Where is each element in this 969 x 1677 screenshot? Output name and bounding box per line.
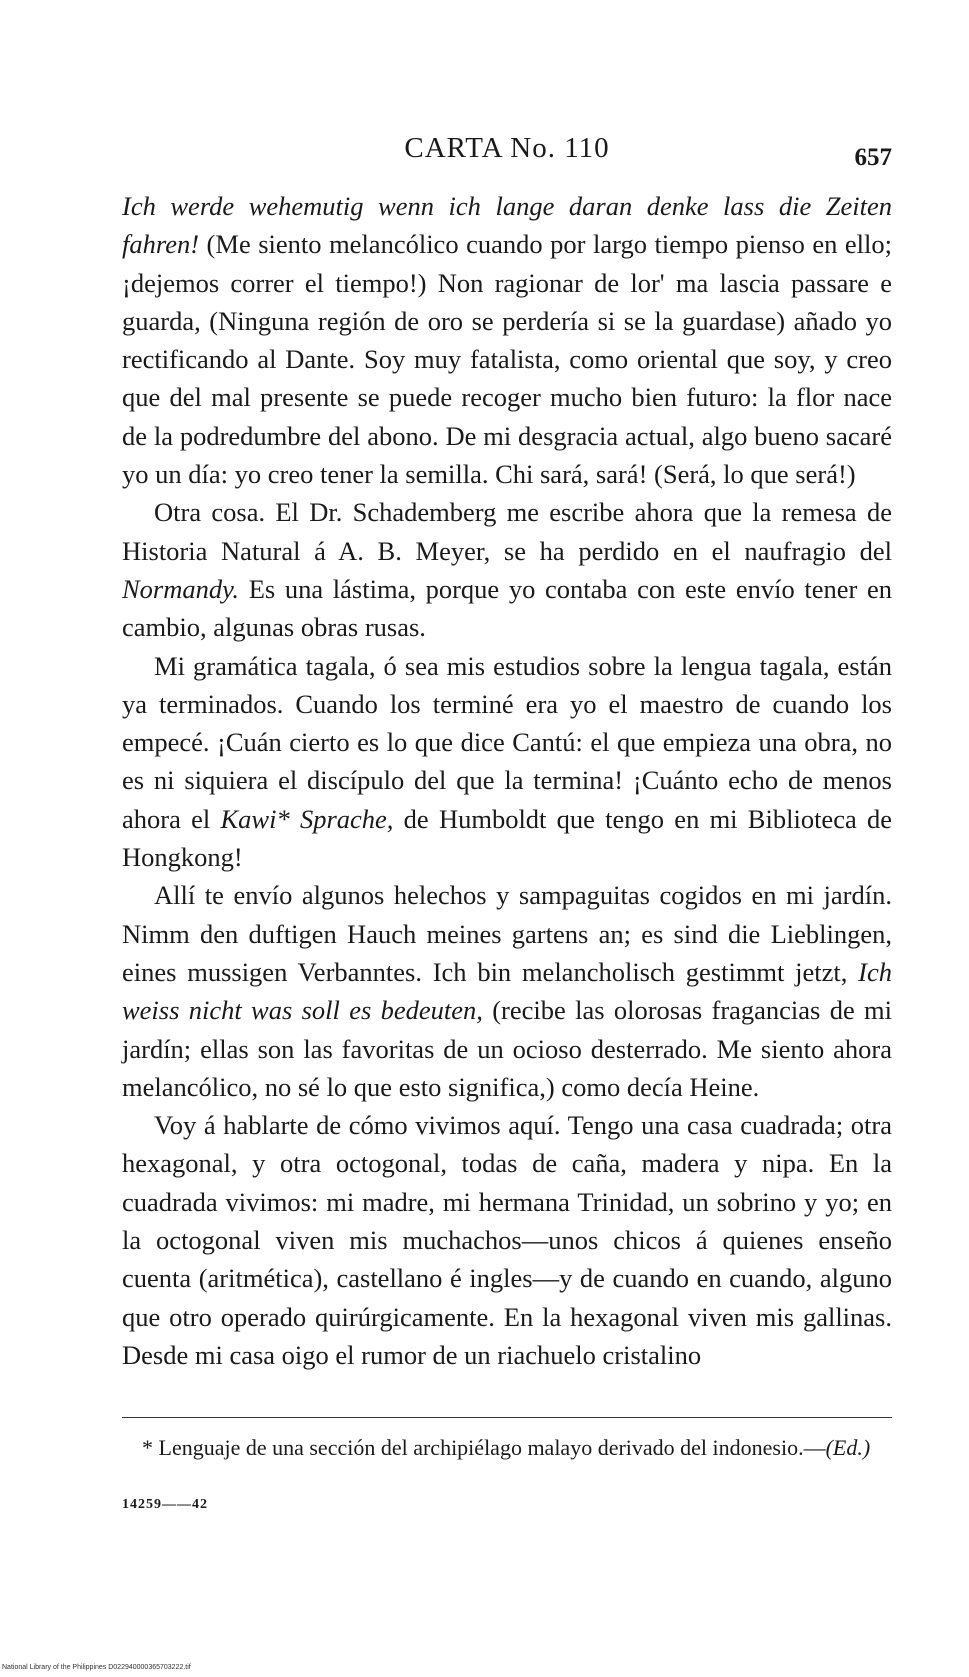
italic-text: Ich werde wehemutig wenn ich lange daran denke lass die Zeiten fahren! xyxy=(122,191,892,260)
body-paragraph xyxy=(122,876,892,1106)
letter-body xyxy=(122,187,892,1374)
italic-text: Normandy. xyxy=(122,573,240,604)
italic-text: Ich weiss nicht was soll es bedeuten, xyxy=(122,956,892,1026)
paragraph-text: Allí te envío algunos helechos y sampaguitas cogidos en mi jardín. Nimm den duftigen Hauch meines gartens an; es sind die Lieblingen, eines mussigen Verbanntes. Ich bin melancholisch gestimmt jetzt, xyxy=(122,880,892,987)
page-number: 657 xyxy=(854,144,892,171)
paragraph-text: Mi gramática tagala, ó sea mis estudios sobre la lengua tagala, están ya terminados. Cuando los terminé era yo el maestro de cuando los empecé. ¡Cuán cierto es lo que dice Cantú: el que empieza una obra, no es ni siquiera el discípulo del que la termina! ¡Cuánto echo de menos ahora el xyxy=(122,650,892,834)
printer-signature: 14259——42 xyxy=(122,1497,208,1512)
footnote-divider xyxy=(122,1417,892,1418)
footnote-text: * Lenguaje de una sección del archipiélago malayo derivado del indonesio.— xyxy=(142,1435,826,1460)
body-paragraph xyxy=(122,187,892,493)
body-paragraph xyxy=(122,493,892,646)
footnote xyxy=(122,1432,892,1463)
page-header xyxy=(122,132,892,172)
footnote-editor: (Ed.) xyxy=(825,1435,871,1460)
paragraph-text: de Humboldt que tengo en mi Biblioteca de Hongkong! xyxy=(122,803,892,873)
italic-text: Kawi* Sprache, xyxy=(220,803,394,834)
paragraph-text: Voy á hablarte de cómo vivimos aquí. Tengo una casa cuadrada; otra hexagonal, y otra octogonal, todas de caña, madera y nipa. En la cuadrada vivimos: mi madre, mi hermana Trinidad, un sobrino y yo; en la octogonal viven mis muchachos—unos chicos á quienes enseño cuenta (aritmética), castellano é ingles—y de cuando en cuando, alguno que otro operado quirúrgicamente. En la hexagonal viven mis gallinas. Desde mi casa oigo el rumor de un riachuelo cristalino xyxy=(122,1110,892,1370)
body-paragraph xyxy=(122,1106,892,1374)
paragraph-text: Otra cosa. El Dr. Schademberg me escribe ahora que la remesa de Historia Natural á A. B. Meyer, se ha perdido en el naufragio del xyxy=(122,497,892,566)
paragraph-text: Es una lástima, porque yo contaba con este envío tener en cambio, algunas obras rusas. xyxy=(122,573,892,643)
scan-credit: National Library of the Philippines D022940000365703222.tif xyxy=(2,1664,191,1671)
paragraph-text: (Me siento melancólico cuando por largo tiempo pienso en ello; ¡dejemos correr el tiempo!) Non ragionar de lor' ma lascia passare e guarda, (Ninguna región de oro se perdería si se la guardase) añado yo rectificando al Dante. Soy muy fatalista, como oriental que soy, y creo que del mal presente se puede recoger mucho bien futuro: la flor nace de la podredumbre del abono. De mi desgracia actual, algo bueno sacaré yo un día: yo creo tener la semilla. Chi sará, sará! (Será, lo que será!) xyxy=(122,229,892,490)
body-paragraph xyxy=(122,647,892,877)
letter-title: CARTA No. 110 xyxy=(404,132,610,164)
paragraph-text: (recibe las olorosas fragancias de mi jardín; ellas son las favoritas de un ocioso desterrado. Me siento ahora melancólico, no sé lo que esto significa,) como decía Heine. xyxy=(122,995,893,1102)
